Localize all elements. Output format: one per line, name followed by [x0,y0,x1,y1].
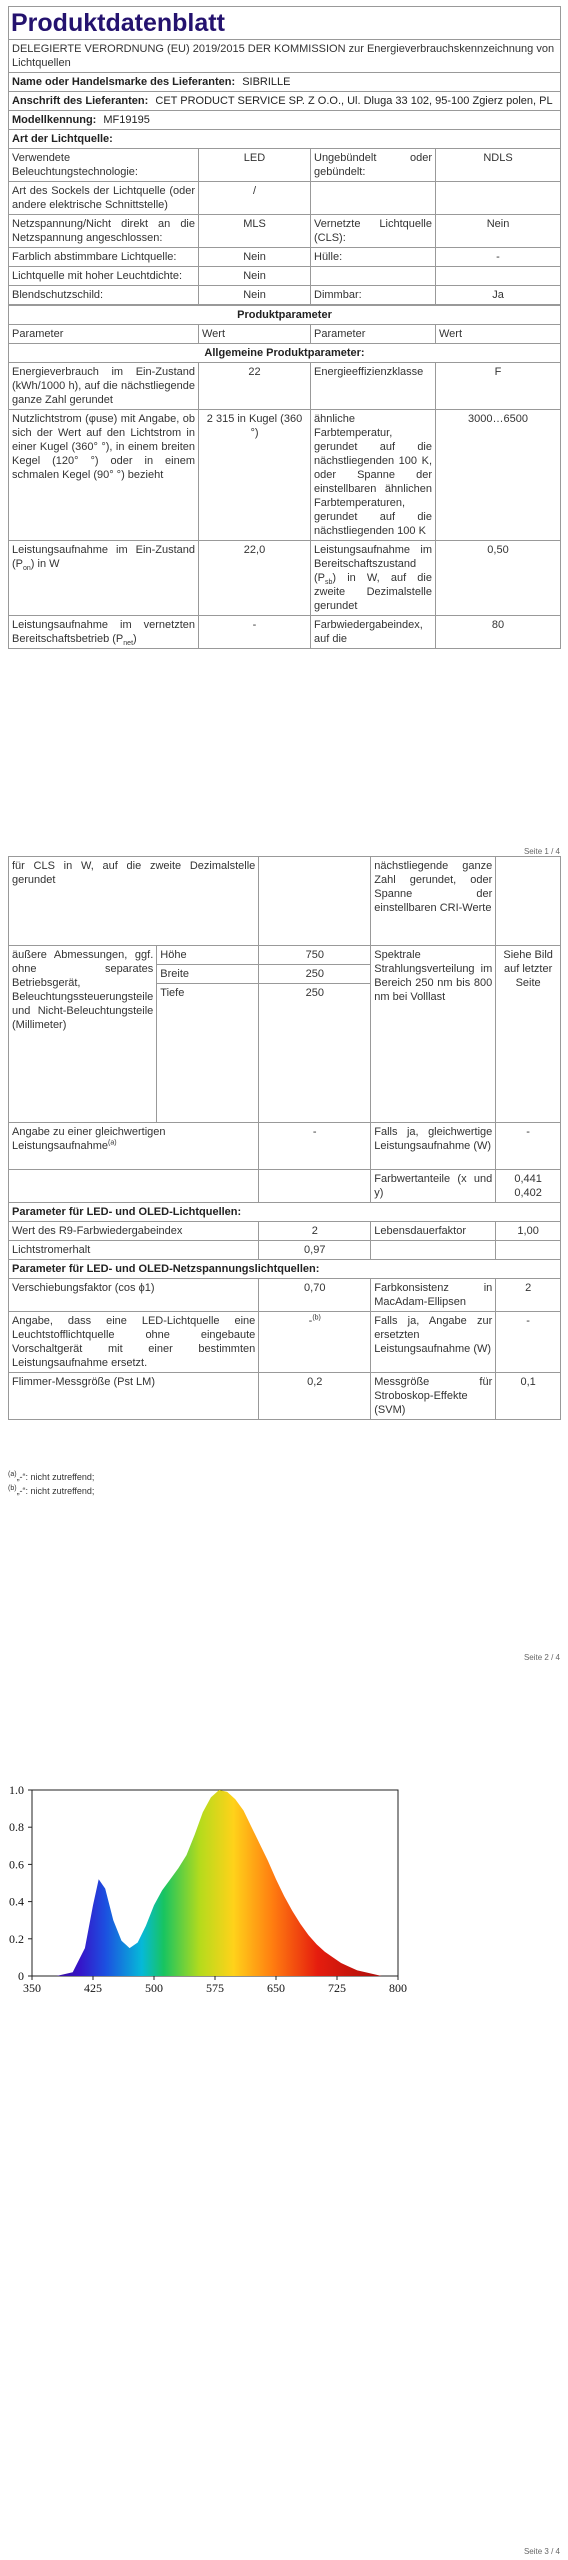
displacement-factor-value: 0,70 [259,1279,371,1312]
mains-row-3 [9,1373,561,1420]
type-row-label-2: Vernetzte Lichtquelle (CLS): [311,215,436,248]
equivalent-power-label: Angabe zu einer gleichwertigen Leistungsaufnahme$^{(a)}$ [9,1123,259,1170]
power-on-label: Leistungsaufnahme im Ein-Zustand $(P_{on})$ in W [9,541,199,616]
footnotes [8,1470,94,1498]
power-standby-label: Leistungsaufnahme im Bereitschaftszustand $(P_{sb})$ in W, auf die zweite Dezimalstelle gerundet [311,541,436,616]
product-params-table [8,305,561,649]
param-row-value-2: F [436,363,561,410]
supplier-address-row [9,91,560,110]
lifetime-factor-value: 1,00 [496,1222,561,1241]
y-tick-label: 0.4 [9,1894,24,1909]
power-row [9,541,561,616]
page-3 [0,1680,568,2560]
col-header-parameter-2: Parameter [311,325,436,344]
dim-name-width: Breite [157,965,259,984]
type-row [9,267,561,286]
param-row [9,410,561,541]
type-row-value-2: Nein [436,215,561,248]
lumen-maintenance-value: 0,97 [259,1241,371,1260]
type-row-value: Nein [199,248,311,267]
type-row-label: Verwendete Beleuchtungstechnologie: [9,149,199,182]
x-tick-label: 350 [23,1981,41,1995]
led-params-heading-row [9,1203,561,1222]
chromaticity-row [9,1170,561,1203]
dimensions-label: äußere Abmessungen, ggf. ohne separates Betriebsgerät, Beleuchtungssteuerungsteile und Nicht-Beleuchtungsteile (Millimeter) [9,946,157,1123]
x-tick-label: 800 [389,1981,407,1995]
y-tick-label: 1.0 [9,1783,24,1797]
type-row-value: LED [199,149,311,182]
power-on-value: 22,0 [199,541,311,616]
flicker-label: Flimmer-Messgröße (Pst LM) [9,1373,259,1420]
chart-plot-area [9,1783,407,1995]
page-title: Produktdatenblatt [11,9,225,37]
displacement-factor-label: Verschiebungsfaktor (cos ϕ1) [9,1279,259,1312]
dim-value-height: 750 [259,946,371,965]
y-tick-label: 0.6 [9,1857,24,1872]
y-tick-label: 0.2 [9,1931,24,1946]
col-header-value: Wert [199,325,311,344]
type-row-value: Nein [199,267,311,286]
type-row-label: Netzspannung/Nicht direkt an die Netzspannung angeschlossen: [9,215,199,248]
model-value: MF19195 [103,114,150,126]
footnote-a: $^{(a)}$„-“: nicht zutreffend; [8,1471,95,1482]
chromaticity-label: Farbwertanteile (x und y) [371,1170,496,1203]
type-row-value-2: - [436,248,561,267]
type-row-label: Lichtquelle mit hoher Leuchtdichte: [9,267,199,286]
x-tick-label: 650 [267,1981,285,1995]
y-tick-label: 0 [18,1969,24,1983]
equivalent-power-w-value: - [496,1123,561,1170]
datasheet-page-1 [8,6,561,649]
dim-name-depth: Tiefe [157,984,259,1123]
mains-params-heading-row [9,1260,561,1279]
type-row-value-2: NDLS [436,149,561,182]
type-row [9,215,561,248]
col-header-value-2: Wert [436,325,561,344]
fluorescent-replacement-value: -$^{(b)}$ [259,1312,371,1373]
type-row [9,248,561,267]
page-number-3: Seite 3 / 4 [523,2547,560,2556]
replaced-power-label: Falls ja, Angabe zur ersetzten Leistungsaufnahme (W) [371,1312,496,1373]
chromaticity-value: 0,441 0,402 [496,1170,561,1203]
regulation-subtitle: DELEGIERTE VERORDNUNG (EU) 2019/2015 DER KOMMISSION zur Energieverbrauchskennzeichnung von Lichtquellen [9,39,560,72]
type-row-value-2: Ja [436,286,561,305]
stroboscopic-label: Messgröße für Stroboskop-Effekte (SVM) [371,1373,496,1420]
spectral-distribution-label: Spektrale Strahlungsverteilung im Bereich 250 nm bis 800 nm bei Volllast [371,946,496,1123]
network-standby-label: Leistungsaufnahme im vernetzten Bereitschaftsbetrieb $(P_{net})$ [9,616,199,649]
spectral-distribution-value: Siehe Bild auf letzter Seite [496,946,561,1123]
dimensions-row-1 [9,946,561,965]
type-row-value: MLS [199,215,311,248]
type-row-value-2 [436,267,561,286]
type-row [9,286,561,305]
equivalent-power-w-label: Falls ja, gleichwertige Leistungsaufnahme (W) [371,1123,496,1170]
param-row-label-2: ähnliche Farbtemperatur, gerundet auf die nächstliegenden 100 K, oder Spanne der einstellbaren ähnlichen Farbtemperaturen, gerundet auf die nächstliegenden 100 K [311,410,436,541]
network-standby-label-continued: für CLS in W, auf die zweite Dezimalstelle gerundet [9,857,259,946]
param-row-label: Energieverbrauch im Ein-Zustand (kWh/1000 h), auf die nächstliegende ganze Zahl gerundet [9,363,199,410]
product-params-table-continued [8,856,561,1420]
type-row-label-2: Hülle: [311,248,436,267]
lifetime-factor-label: Lebensdauerfaktor [371,1222,496,1241]
dim-value-width: 250 [259,965,371,984]
param-row-label: Nutzlichtstrom (φuse) mit Angabe, ob sich der Wert auf den Lichtstrom in einer Kugel (360° °), in einem breiten Kegel (120° °) oder in einem schmalen Kegel (90° °) bezieht [9,410,199,541]
trademark-value: SIBRILLE [242,76,291,88]
type-row-value: / [199,182,311,215]
network-standby-row [9,616,561,649]
type-row [9,182,561,215]
cri-label: Farbwiedergabeindex, auf die [311,616,436,649]
type-row-label: Blendschutzschild: [9,286,199,305]
r9-value: 2 [259,1222,371,1241]
led-params-heading: Parameter für LED- und OLED-Lichtquellen: [9,1203,561,1222]
replaced-power-value: - [496,1312,561,1373]
param-row-value-2: 3000…6500 [436,410,561,541]
x-tick-label: 575 [206,1981,224,1995]
equivalent-power-row [9,1123,561,1170]
type-row [9,149,561,182]
spectral-distribution-chart [0,1780,420,2010]
page-number-2: Seite 2 / 4 [523,1653,560,1662]
x-tick-label: 500 [145,1981,163,1995]
model-row [9,110,560,129]
param-row-value: 2 315 in Kugel (360 °) [199,410,311,541]
type-row-label-2 [311,267,436,286]
mains-row-2 [9,1312,561,1373]
col-header-parameter: Parameter [9,325,199,344]
param-row-value: 22 [199,363,311,410]
type-row-label-2: Dimmbar: [311,286,436,305]
mains-params-heading: Parameter für LED- und OLED-Netzspannungslichtquellen: [9,1260,561,1279]
product-params-heading-row [9,306,561,325]
page-number-1: Seite 1 / 4 [523,847,560,856]
mains-row-1 [9,1279,561,1312]
network-standby-row-continued [9,857,561,946]
dim-name-height: Höhe [157,946,259,965]
fluorescent-replacement-label: Angabe, dass eine LED-Lichtquelle eine Leuchtstofflichtquelle ohne eingebaute Vorschaltgerät mit einer bestimmten Leistungsaufnahme ersetzt. [9,1312,259,1373]
param-row [9,363,561,410]
color-consistency-value: 2 [496,1279,561,1312]
type-row-label: Art des Sockels der Lichtquelle (oder andere elektrische Schnittstelle) [9,182,199,215]
r9-label: Wert des R9-Farbwiedergabeindex [9,1222,259,1241]
address-label: Anschrift des Lieferanten: [12,95,149,107]
cri-value: 80 [436,616,561,649]
light-source-type-heading: Art der Lichtquelle: [9,129,560,148]
type-row-value-2 [436,182,561,215]
lumen-maintenance-label: Lichtstromerhalt [9,1241,259,1260]
stroboscopic-value: 0,1 [496,1373,561,1420]
led-row-2 [9,1241,561,1260]
type-row-label-2: Ungebündelt oder gebündelt: [311,149,436,182]
dim-value-depth: 250 [259,984,371,1123]
general-params-heading: Allgemeine Produktparameter: [9,344,561,363]
x-tick-label: 425 [84,1981,102,1995]
type-row-label-2 [311,182,436,215]
address-value: CET PRODUCT SERVICE SP. Z O.O., Ul. Dluga 33 102, 95-100 Zgierz polen, PL [155,95,553,107]
general-params-heading-row [9,344,561,363]
equivalent-power-value: - [259,1123,371,1170]
product-params-col-headers [9,325,561,344]
type-row-label: Farblich abstimmbare Lichtquelle: [9,248,199,267]
power-standby-value: 0,50 [436,541,561,616]
footnote-b: $^{(b)}$„-“: nicht zutreffend; [8,1485,95,1496]
led-row-1 [9,1222,561,1241]
supplier-trademark-row [9,72,560,91]
cri-label-continued: nächstliegende ganze Zahl gerundet, oder Spanne der einstellbaren CRI-Werte [371,857,496,946]
param-row-label-2: Energieeffizienzklasse [311,363,436,410]
network-standby-value: - [199,616,311,649]
model-label: Modellkennung: [12,114,97,126]
page-2 [0,856,568,1666]
trademark-label: Name oder Handelsmarke des Lieferanten: [12,76,236,88]
product-params-heading: Produktparameter [9,306,561,325]
x-tick-label: 725 [328,1981,346,1995]
color-consistency-label: Farbkonsistenz in MacAdam-Ellipsen [371,1279,496,1312]
type-table [8,148,561,305]
y-tick-label: 0.8 [9,1820,24,1835]
type-row-value: Nein [199,286,311,305]
flicker-value: 0,2 [259,1373,371,1420]
page-1 [0,0,568,856]
